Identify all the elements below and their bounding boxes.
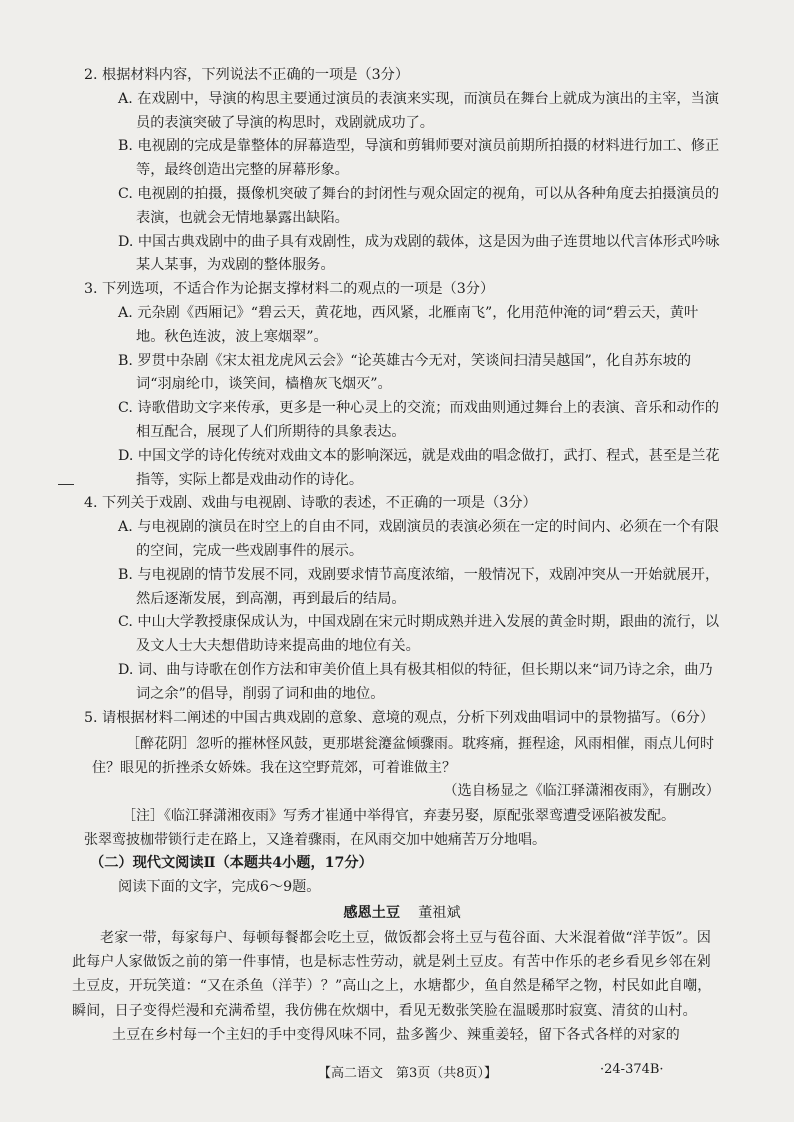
question-2: [84, 64, 720, 278]
page-content: [72, 64, 720, 1048]
footer-page-info: 【高二语文 第3页（共8页）】: [318, 1066, 498, 1081]
question-5: [84, 707, 720, 853]
poem-excerpt: [92, 732, 720, 780]
question-2-stem: 2. 根据材料内容，下列说法不正确的一项是（3分）: [84, 67, 410, 83]
poem-source: （选自杨显之《临江驿潇湘夜雨》，有删改）: [443, 783, 720, 800]
article-title-text: 感恩土豆: [343, 904, 401, 921]
article-author: 董祖斌: [418, 904, 461, 921]
option-d: D. 词、曲与诗歌在创作方法和审美价值上具有极其相似的特征，但长期以来“词乃诗之余，曲乃词之余”的倡导，削弱了词和曲的地位。: [118, 661, 713, 702]
question-4-stem: 4. 下列关于戏剧、戏曲与电视剧、诗歌的表述，不正确的一项是（3分）: [84, 495, 537, 512]
article-paragraph: 老家一带，每家每户、每顿每餐都会吃土豆，做饭都会将土豆与苞谷面、大米混着做“洋芋饭”。因此每户人家做饭之前的第一件事情，也是标志性劳动，就是剁土豆皮。有苦中作乐的老乡看见乡邻在剁土豆皮，开玩笑道：“又在杀鱼（洋芋）？”高山之上，水塘都少，鱼自然是稀罕之物，村民如此自嘲，瞬间，日子变得烂漫和充满希望，我仿佛在炊烟中，看见无数张笑脸在温暖那时寂寞、清贫的山村。: [72, 929, 712, 1019]
option-c: C. 中山大学教授康保成认为，中国戏剧在宋元时期成熟并进入发展的黄金时期，跟曲的流行，以及文人士大夫想借助诗来提高曲的地位有关。: [118, 614, 720, 655]
question-4: [84, 492, 720, 706]
section-modern-reading: [84, 852, 720, 900]
question-3: [84, 278, 720, 492]
option-c: C. 电视剧的拍摄，摄像机突破了舞台的封闭性与观众固定的视角，可以从各种角度去拍摄演员的表演，也就会无情地暴露出缺陷。: [118, 185, 720, 226]
option-d: D. 中国文学的诗化传统对戏曲文本的影响深远，就是戏曲的唱念做打，武打、程式，甚至是兰花指等，实际上都是戏曲动作的诗化。: [118, 447, 720, 488]
option-a: A. 与电视剧的演员在时空上的自由不同，戏剧演员的表演必须在一定的时间内、必须在一个有限的空间，完成一些戏剧事件的展示。: [118, 519, 719, 559]
section-heading: （二）现代文阅读Ⅱ（本题共4小题，17分）: [90, 855, 373, 872]
poem-note: [84, 804, 720, 852]
question-4-options: [118, 516, 720, 706]
option-a: A. 元杂剧《西厢记》“碧云天，黄花地，西风紧，北雁南飞”，化用范仲淹的词“碧云天，黄叶地。秋色连波，波上寒烟翠”。: [118, 304, 699, 345]
option-c: C. 诗歌借助文字来传承，更多是一种心灵上的交流；而戏曲则通过舞台上的表演、音乐和动作的相互配合，展现了人们所期待的具象表达。: [118, 400, 720, 440]
question-5-stem: 5. 请根据材料二阐述的中国古典戏剧的意象、意境的观点，分析下列戏曲唱词中的景物描写。（6分）: [84, 709, 715, 726]
note-line-1: ［注］《临江驿潇湘夜雨》写秀才崔通中举得官，弃妻另娶，原配张翠鸾遭受诬陷被发配。: [122, 808, 675, 825]
question-3-options: [118, 302, 720, 492]
article-paragraph: 土豆在乡村每一个主妇的手中变得风味不同，盐多酱少、辣重姜轻，留下各式各样的对家的: [112, 1027, 680, 1044]
option-a: A. 在戏剧中，导演的构思主要通过演员的表演来实现，而演员在舞台上就成为演出的主宰，当演员的表演突破了导演的构思时，戏剧就成功了。: [118, 90, 719, 131]
option-b: B. 与电视剧的情节发展不同，戏剧要求情节高度浓缩，一般情况下，戏剧冲突从一开始就展开，然后逐渐发展，到高潮，再到最后的结局。: [118, 566, 720, 607]
option-b: B. 电视剧的完成是靠整体的屏幕造型，导演和剪辑师要对演员前期所拍摄的材料进行加工、修正等，最终创造出完整的屏幕形象。: [118, 138, 720, 179]
section-instruction: 阅读下面的文字，完成6～9题。: [118, 878, 321, 895]
article-title: [84, 902, 720, 926]
note-line-2: 张翠鸾披枷带锁行走在路上，又逢着骤雨，在风雨交加中她痛苦万分地唱。: [84, 832, 546, 849]
poem-text: ［醉花阴］忽听的摧林怪风鼓，更那堪瓮瀽盆倾骤雨。耽疼痛，捱程途，风雨相催，雨点儿何时住？眼见的折挫杀女娇姝。我在这空野荒郊，可着谁做主？: [92, 736, 714, 777]
footer-code: ·24-374B·: [600, 1062, 664, 1077]
question-2-options: [118, 88, 720, 278]
option-d: D. 中国古典戏剧中的曲子具有戏剧性，成为戏剧的载体，这是因为曲子连贯地以代言体形式吟咏某人某事，为戏剧的整体服务。: [118, 233, 720, 274]
margin-mark: [58, 484, 74, 485]
option-b: B. 罗贯中杂剧《宋太祖龙虎风云会》“论英雄古今无对，笑谈间扫清吴越国”，化自苏东坡的词“羽扇纶巾，谈笑间，樯橹灰飞烟灭”。: [118, 352, 692, 393]
question-3-stem: 3. 下列选项，不适合作为论据支撑材料二的观点的一项是（3分）: [84, 281, 495, 298]
page-footer: [0, 1062, 794, 1086]
